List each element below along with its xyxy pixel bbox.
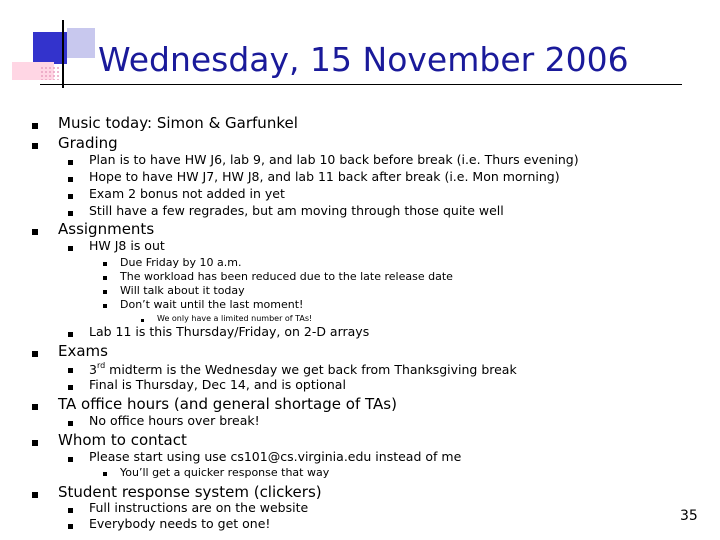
square-bullet-icon bbox=[68, 524, 73, 529]
bullet-text: Assignments bbox=[58, 220, 155, 238]
bullet-text: The workload has been reduced due to the late release date bbox=[120, 270, 453, 283]
bullet-text: No office hours over break! bbox=[89, 413, 260, 428]
square-bullet-icon bbox=[32, 143, 38, 149]
bullet-text: Plan is to have HW J6, lab 9, and lab 10 back before break (i.e. Thurs evening) bbox=[89, 152, 579, 167]
bullet-text: HW J8 is out bbox=[89, 238, 165, 253]
square-bullet-icon bbox=[68, 508, 73, 513]
bullet-text: Music today: Simon & Garfunkel bbox=[58, 114, 298, 132]
square-bullet-icon bbox=[68, 246, 73, 251]
page-number: 35 bbox=[680, 508, 698, 524]
square-bullet-icon bbox=[68, 177, 73, 182]
bullet-text: TA office hours (and general shortage of TAs) bbox=[58, 395, 397, 413]
bullet-text: Lab 11 is this Thursday/Friday, on 2-D arrays bbox=[89, 324, 370, 339]
corner-dots bbox=[40, 66, 60, 80]
square-bullet-icon bbox=[32, 440, 38, 446]
square-bullet-icon bbox=[68, 160, 73, 165]
square-bullet-icon bbox=[32, 492, 38, 498]
bullet-text: Exam 2 bonus not added in yet bbox=[89, 186, 285, 201]
bullet-text: We only have a limited number of TAs! bbox=[157, 314, 313, 323]
slide-title: Wednesday, 15 November 2006 bbox=[98, 40, 629, 79]
square-bullet-icon bbox=[32, 404, 38, 410]
square-bullet-icon bbox=[68, 457, 73, 462]
bullet-text: Grading bbox=[58, 134, 118, 152]
bullet-text: Hope to have HW J7, HW J8, and lab 11 back after break (i.e. Mon morning) bbox=[89, 169, 560, 184]
bullet-text: Everybody needs to get one! bbox=[89, 516, 271, 531]
square-bullet-icon bbox=[103, 472, 107, 476]
square-bullet-icon bbox=[103, 262, 107, 266]
square-bullet-icon bbox=[103, 304, 107, 308]
square-bullet-icon bbox=[32, 229, 38, 235]
corner-square-lilac bbox=[67, 28, 95, 58]
bullet-text: Student response system (clickers) bbox=[58, 483, 322, 501]
square-bullet-icon bbox=[32, 123, 38, 129]
square-bullet-icon bbox=[68, 194, 73, 199]
square-bullet-icon bbox=[103, 290, 107, 294]
title-underline bbox=[40, 84, 682, 85]
square-bullet-icon bbox=[68, 332, 73, 337]
bullet-text: Whom to contact bbox=[58, 431, 187, 449]
square-bullet-icon bbox=[141, 319, 144, 322]
bullet-text: Will talk about it today bbox=[120, 284, 245, 297]
square-bullet-icon bbox=[32, 351, 38, 357]
bullet-text: Exams bbox=[58, 342, 108, 360]
bullet-text: Please start using use cs101@cs.virginia.edu instead of me bbox=[89, 449, 462, 464]
bullet-text: Full instructions are on the website bbox=[89, 500, 309, 515]
bullet-text: Still have a few regrades, but am moving through those quite well bbox=[89, 203, 504, 218]
bullet-text: Don’t wait until the last moment! bbox=[120, 298, 304, 311]
square-bullet-icon bbox=[68, 368, 73, 373]
bullet-text: Final is Thursday, Dec 14, and is optional bbox=[89, 377, 346, 392]
square-bullet-icon bbox=[68, 421, 73, 426]
bullet-text: You’ll get a quicker response that way bbox=[120, 466, 330, 479]
corner-vertical-line bbox=[62, 20, 64, 88]
bullet-text: Due Friday by 10 a.m. bbox=[120, 256, 242, 269]
square-bullet-icon bbox=[68, 211, 73, 216]
bullet-text: 3rd midterm is the Wednesday we get back from Thanksgiving break bbox=[89, 361, 517, 377]
square-bullet-icon bbox=[68, 385, 73, 390]
square-bullet-icon bbox=[103, 276, 107, 280]
